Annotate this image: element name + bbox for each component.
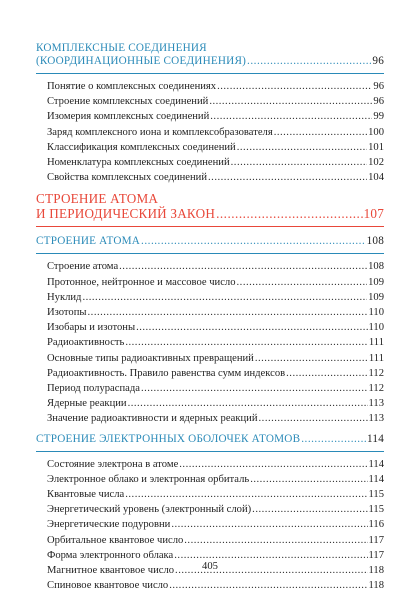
dot-leader — [250, 472, 367, 487]
toc-entry[interactable] — [36, 125, 384, 140]
toc-entry-page: 102 — [368, 157, 384, 169]
toc-entry[interactable] — [36, 109, 384, 124]
toc-entry-page: 101 — [368, 141, 384, 153]
toc-entry-page: 113 — [368, 398, 384, 410]
section-heading-line — [36, 42, 384, 55]
toc-entry[interactable] — [36, 170, 384, 185]
dot-leader — [216, 206, 363, 221]
toc-entry-title: Форма электронного облака — [47, 549, 174, 561]
toc-section — [36, 42, 384, 185]
section-heading-line[interactable] — [36, 235, 384, 248]
toc-entry[interactable] — [36, 487, 384, 502]
toc-entry[interactable] — [36, 472, 384, 487]
dot-leader — [82, 290, 367, 305]
toc-entry-page: 114 — [368, 473, 384, 485]
dot-leader — [237, 140, 367, 155]
toc-entry-title: Период полураспада — [47, 383, 140, 395]
dot-leader — [88, 305, 368, 320]
dot-leader — [210, 109, 372, 124]
section-page-number: 96 — [372, 55, 384, 67]
dot-leader — [179, 457, 367, 472]
toc-entry-title: Изобары и изотоны — [47, 322, 136, 334]
toc-entry[interactable] — [36, 305, 384, 320]
toc-entry[interactable] — [36, 366, 384, 381]
toc-entry-title: Состояние электрона в атоме — [47, 458, 179, 470]
toc-entry[interactable] — [36, 457, 384, 472]
dot-leader — [231, 155, 367, 170]
section-heading-line[interactable] — [36, 55, 384, 68]
toc-entry-page: 111 — [368, 352, 384, 364]
heading-underline — [36, 451, 384, 452]
toc-section — [36, 191, 384, 227]
dot-leader — [119, 259, 367, 274]
toc-entry-page: 96 — [373, 81, 384, 92]
toc-entry-page: 117 — [368, 534, 384, 546]
toc-entry-title: Классификация комплексных соединений — [47, 141, 236, 153]
toc-entry-page: 112 — [368, 383, 384, 395]
dot-leader — [259, 411, 368, 426]
toc-entry-page: 115 — [368, 504, 384, 516]
section-heading-text: СТРОЕНИЕ ЭЛЕКТРОННЫХ ОБОЛОЧЕК АТОМОВ — [36, 432, 301, 445]
toc-entry-title: Нуклид — [47, 291, 82, 303]
heading-underline — [36, 226, 384, 227]
toc-entry-title: Значение радиоактивности и ядерных реакций — [47, 413, 258, 425]
toc-entry-title: Ядерные реакции — [47, 398, 127, 410]
toc-entry-page: 110 — [368, 307, 384, 319]
table-of-contents — [36, 42, 384, 599]
toc-entry[interactable] — [36, 396, 384, 411]
toc-entry-page: 96 — [373, 96, 384, 108]
dot-leader — [171, 517, 367, 532]
toc-entry-page: 112 — [368, 367, 384, 379]
dot-leader — [252, 502, 367, 517]
toc-entry[interactable] — [36, 94, 384, 109]
dot-leader — [301, 433, 366, 446]
toc-entry[interactable] — [36, 140, 384, 155]
dot-leader — [136, 320, 367, 335]
toc-entry[interactable] — [36, 502, 384, 517]
toc-entry-page: 118 — [368, 565, 384, 577]
toc-entry-title: Квантовые числа — [47, 489, 125, 501]
toc-entry-title: Строение комплексных соединений — [47, 96, 209, 108]
dot-leader — [247, 55, 371, 68]
toc-entry-title: Строение атома — [47, 261, 119, 273]
dot-leader — [184, 533, 367, 548]
heading-underline — [36, 73, 384, 74]
toc-entry-page: 99 — [373, 111, 384, 123]
toc-entry[interactable] — [36, 275, 384, 290]
toc-entry-title: Протонное, нейтронное и массовое число — [47, 276, 236, 288]
toc-section — [36, 235, 384, 426]
dot-leader — [255, 351, 368, 366]
dot-leader — [141, 235, 366, 248]
toc-entry-title: Орбитальное квантовое число — [47, 534, 184, 546]
toc-entry-title: Радиоактивность — [47, 337, 125, 349]
toc-entry[interactable] — [36, 578, 384, 593]
toc-entry-title: Энергетический уровень (электронный слой) — [47, 504, 252, 516]
toc-entry[interactable] — [36, 290, 384, 305]
toc-entry[interactable] — [36, 335, 384, 350]
toc-entry-title: Изомерия комплексных соединений — [47, 111, 210, 123]
toc-entry-title: Спиновое квантовое число — [47, 580, 169, 592]
dot-leader — [169, 578, 367, 593]
toc-entry[interactable] — [36, 411, 384, 426]
dot-leader — [125, 487, 367, 502]
toc-entry-page: 100 — [368, 126, 384, 138]
toc-entry-title: Радиоактивность. Правило равенства сумм индексов — [47, 367, 286, 379]
toc-entry-title: Магнитное квантовое число — [47, 565, 175, 577]
dot-leader — [274, 125, 367, 140]
dot-leader — [209, 94, 372, 109]
toc-entry[interactable] — [36, 79, 384, 94]
toc-entry-title: Заряд комплексного иона и комплексобразователя — [47, 126, 273, 138]
section-heading-line[interactable] — [36, 206, 384, 221]
section-heading-text: КОМПЛЕКСНЫЕ СОЕДИНЕНИЯ — [36, 42, 207, 54]
toc-entry[interactable] — [36, 320, 384, 335]
dot-leader — [125, 335, 368, 350]
toc-entry-page: 109 — [368, 276, 384, 288]
toc-entry-title: Понятие о комплексных соединениях — [47, 81, 217, 92]
toc-entry-page: 109 — [368, 291, 384, 303]
toc-entry[interactable] — [36, 381, 384, 396]
toc-entry-title: Энергетические подуровни — [47, 519, 171, 531]
dot-leader — [141, 381, 368, 396]
toc-entry-page: 108 — [368, 261, 384, 273]
toc-entry-page: 111 — [368, 337, 384, 349]
section-page-number: 114 — [367, 432, 384, 445]
dot-leader — [286, 366, 367, 381]
page-number: 405 — [202, 561, 218, 572]
toc-entry-page: 113 — [368, 413, 384, 425]
toc-entry-title: Изотопы — [47, 307, 87, 319]
toc-entry-title: Номенклатура комплексных соединений — [47, 157, 230, 169]
toc-entry[interactable] — [36, 259, 384, 274]
dot-leader — [217, 79, 372, 94]
section-heading-text: (КООРДИНАЦИОННЫЕ СОЕДИНЕНИЯ) — [36, 55, 247, 67]
section-heading-text: И ПЕРИОДИЧЕСКИЙ ЗАКОН — [36, 206, 216, 222]
toc-entry-title: Основные типы радиоактивных превращений — [47, 352, 254, 364]
toc-entry-page: 116 — [368, 519, 384, 531]
toc-entry[interactable] — [36, 533, 384, 548]
toc-entry[interactable] — [36, 517, 384, 532]
toc-entry-page: 114 — [368, 458, 384, 470]
toc-entry[interactable] — [36, 351, 384, 366]
toc-entry-page: 118 — [368, 580, 384, 592]
section-page-number: 108 — [366, 235, 384, 248]
toc-entry[interactable] — [36, 155, 384, 170]
dot-leader — [208, 170, 367, 185]
toc-entry-page: 104 — [368, 172, 384, 184]
toc-entry-page: 115 — [368, 489, 384, 501]
toc-entry-page: 117 — [368, 549, 384, 561]
section-page-number: 107 — [363, 206, 384, 222]
toc-entry-title: Свойства комплексных соединений — [47, 172, 208, 184]
dot-leader — [128, 396, 368, 411]
section-heading-line[interactable] — [36, 433, 384, 446]
section-heading-text: СТРОЕНИЕ АТОМА — [36, 235, 141, 248]
section-heading-line — [36, 191, 384, 206]
dot-leader — [237, 275, 368, 290]
heading-underline — [36, 253, 384, 254]
toc-entry-page: 110 — [368, 322, 384, 334]
section-heading-text: СТРОЕНИЕ АТОМА — [36, 191, 159, 207]
toc-entry-title: Электронное облако и электронная орбиталь — [47, 473, 250, 485]
